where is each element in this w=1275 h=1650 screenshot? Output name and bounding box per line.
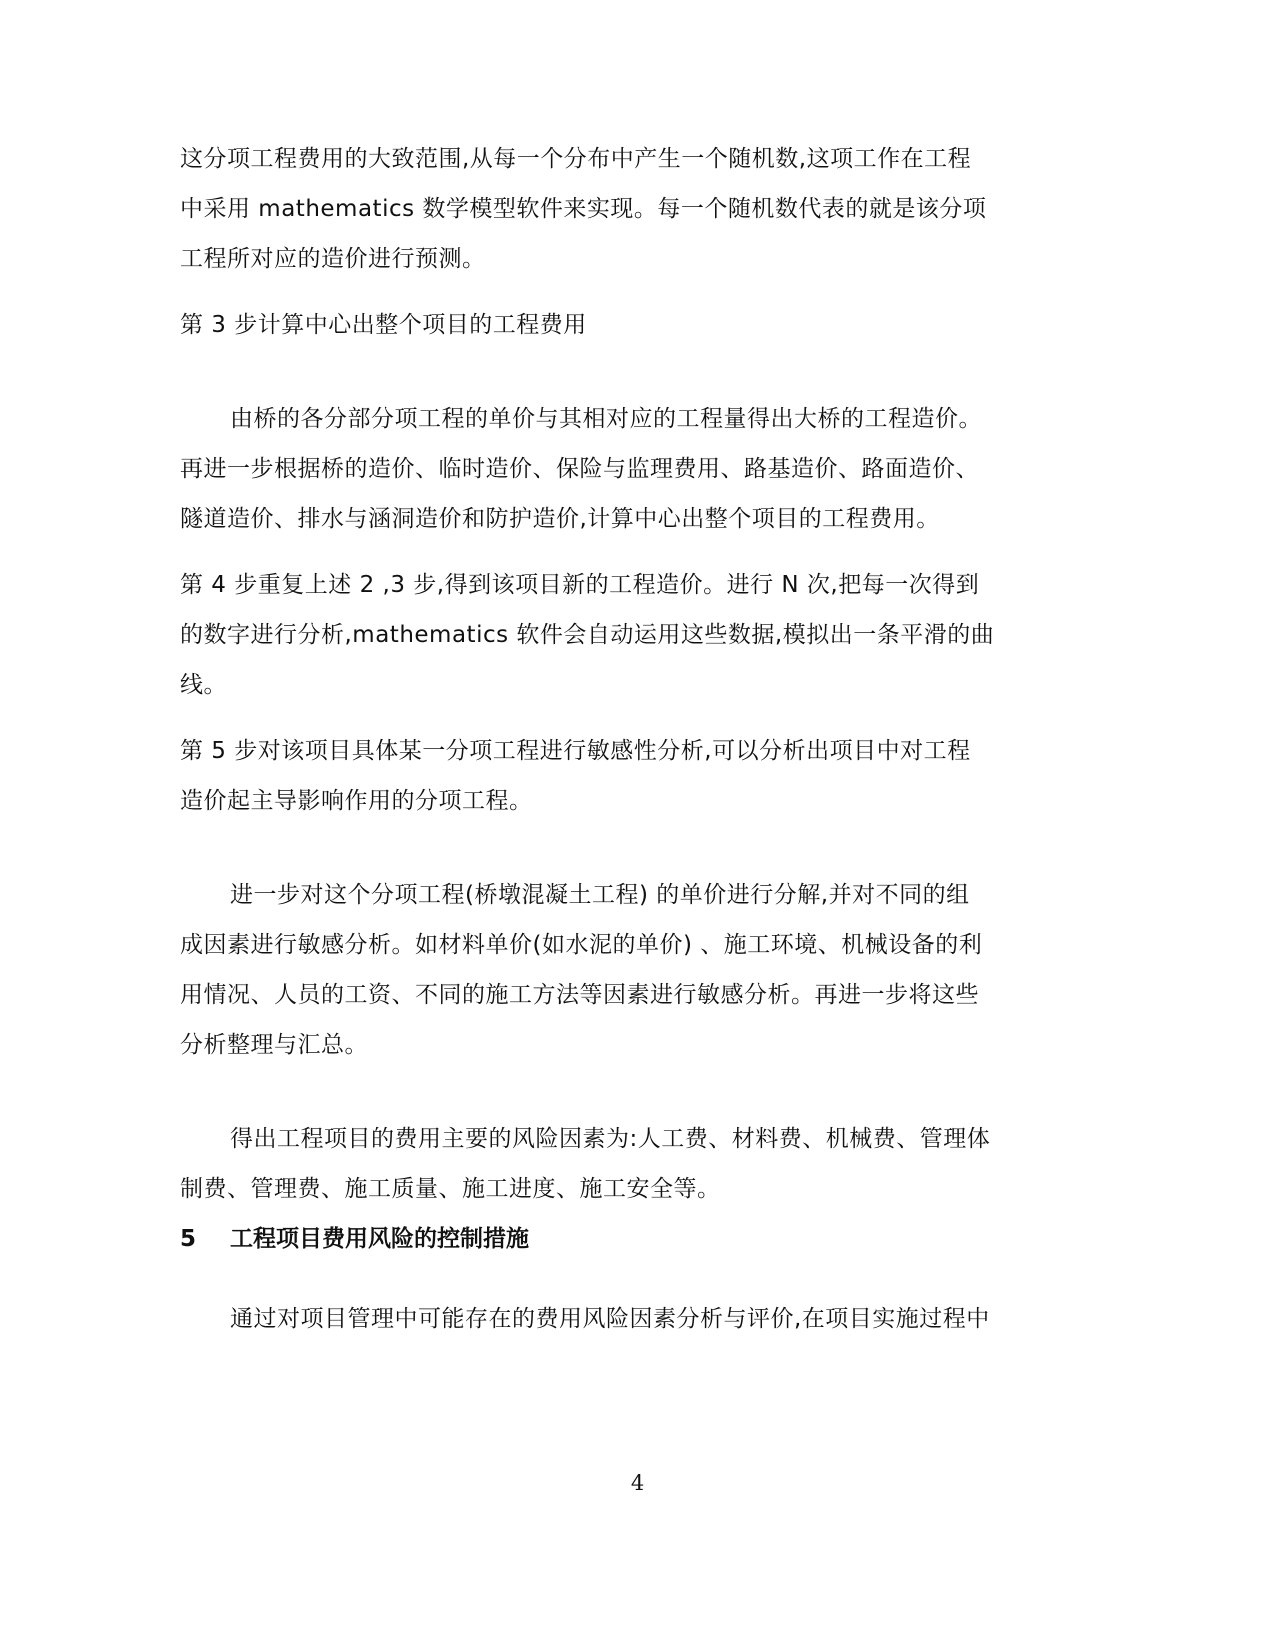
paragraph-sensitivity-analysis <box>180 870 1060 1070</box>
paragraph-control-measures <box>180 1294 1060 1344</box>
text-line: 第 5 步对该项目具体某一分项工程进行敏感性分析,可以分析出项目中对工程 <box>180 738 971 764</box>
text-line: 的数字进行分析,mathematics 软件会自动运用这些数据,模拟出一条平滑的曲 <box>180 622 995 648</box>
text-line: 分析整理与汇总。 <box>180 1032 368 1058</box>
step-4-paragraph <box>180 560 1060 710</box>
step-5-paragraph <box>180 726 1060 826</box>
text-line: 再进一步根据桥的造价、临时造价、保险与监理费用、路基造价、路面造价、 <box>180 456 979 482</box>
paragraph-risk-factors <box>180 1114 1060 1214</box>
text-line: 第 4 步重复上述 2 ,3 步,得到该项目新的工程造价。进行 N 次,把每一次得到 <box>180 572 980 598</box>
section-title: 工程项目费用风险的控制措施 <box>230 1226 529 1252</box>
text-line: 线。 <box>180 672 227 698</box>
text-line: 第 3 步计算中心出整个项目的工程费用 <box>180 312 587 338</box>
text-line: 成因素进行敏感分析。如材料单价(如水泥的单价) 、施工环境、机械设备的利 <box>180 932 983 958</box>
text-line: 制费、管理费、施工质量、施工进度、施工安全等。 <box>180 1176 721 1202</box>
step-3-title <box>180 300 1060 350</box>
text-line: 隧道造价、排水与涵洞造价和防护造价,计算中心出整个项目的工程费用。 <box>180 506 940 532</box>
text-line: 中采用 mathematics 数学模型软件来实现。每一个随机数代表的就是该分项 <box>180 196 987 222</box>
text-line: 进一步对这个分项工程(桥墩混凝土工程) 的单价进行分解,并对不同的组 <box>230 882 970 908</box>
document-body <box>180 134 1060 1344</box>
text-line: 通过对项目管理中可能存在的费用风险因素分析与评价,在项目实施过程中 <box>230 1306 990 1332</box>
section-heading <box>180 1214 1060 1264</box>
paragraph-bridge-cost <box>180 394 1060 544</box>
text-line: 工程所对应的造价进行预测。 <box>180 246 486 272</box>
section-number: 5 <box>180 1226 197 1252</box>
page-number: 4 <box>630 1471 645 1495</box>
text-line: 由桥的各分部分项工程的单价与其相对应的工程量得出大桥的工程造价。 <box>230 406 982 432</box>
paragraph-random-sampling <box>180 134 1060 284</box>
text-line: 造价起主导影响作用的分项工程。 <box>180 788 533 814</box>
text-line: 得出工程项目的费用主要的风险因素为:人工费、材料费、机械费、管理体 <box>230 1126 991 1152</box>
text-line: 这分项工程费用的大致范围,从每一个分布中产生一个随机数,这项工作在工程 <box>180 146 972 172</box>
text-line: 用情况、人员的工资、不同的施工方法等因素进行敏感分析。再进一步将这些 <box>180 982 979 1008</box>
